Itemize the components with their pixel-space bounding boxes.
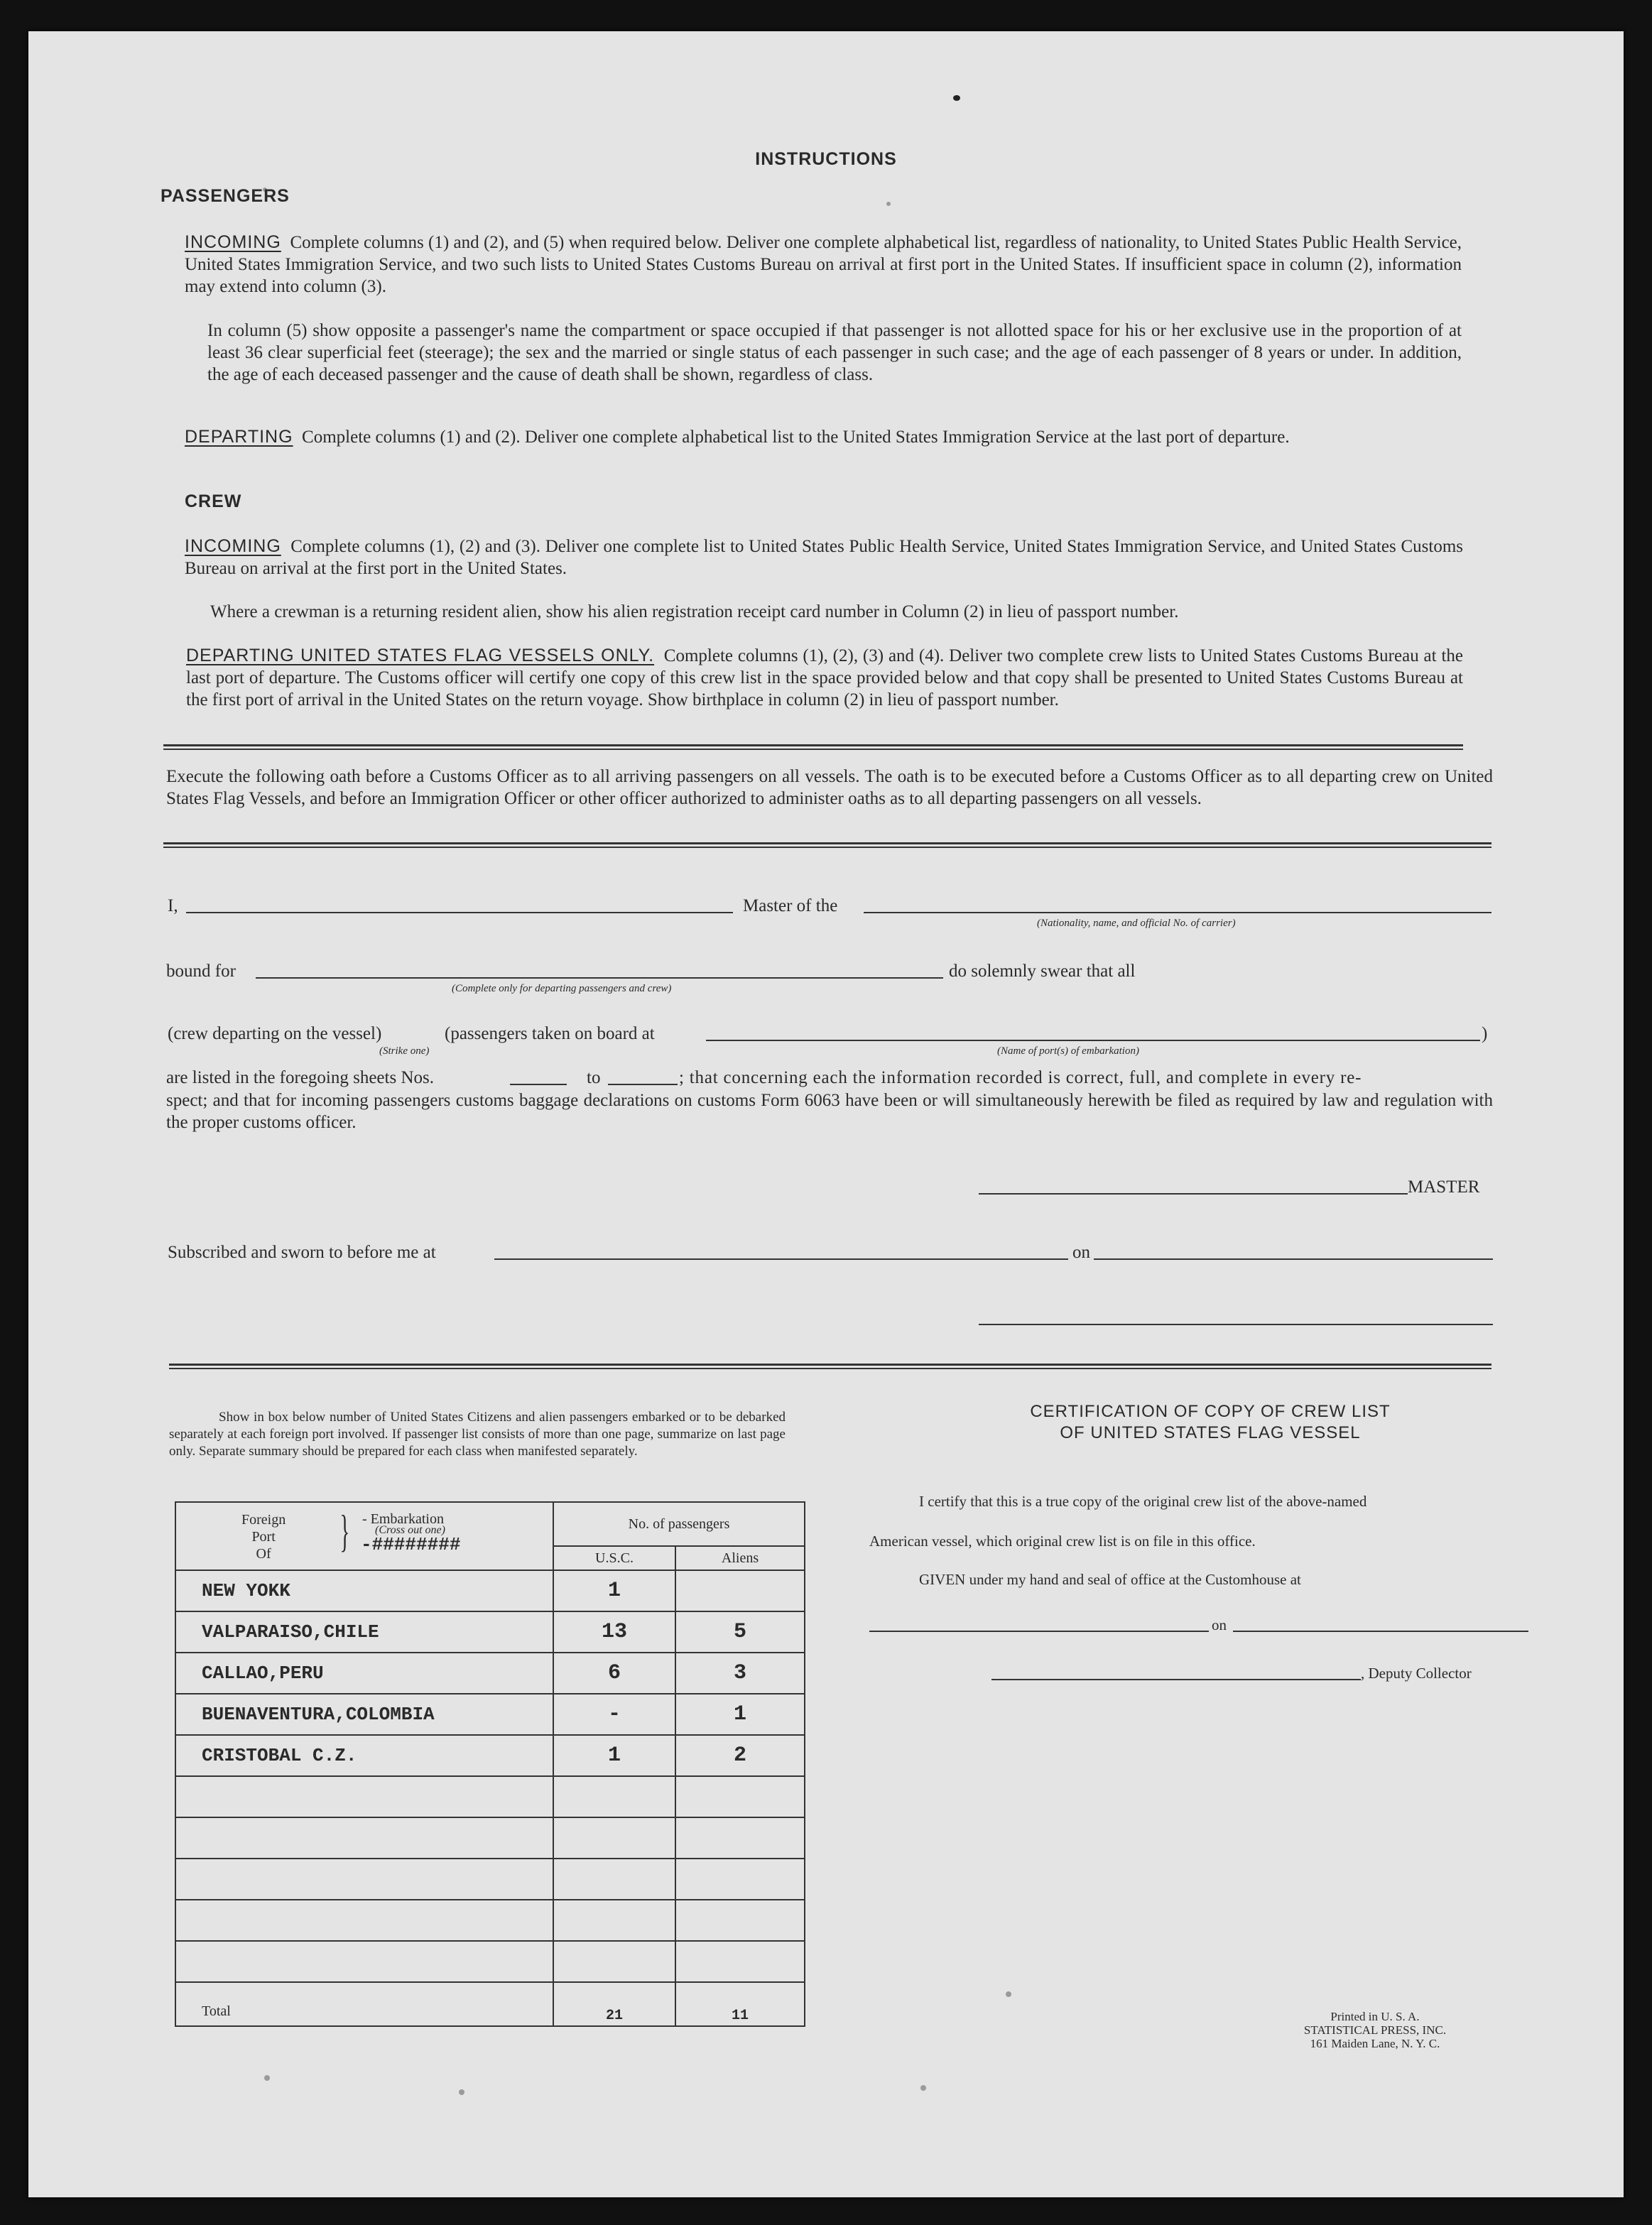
listed-text-continued: ; that concerning each the information recorded is correct, full, and complete in every re- bbox=[679, 1068, 1362, 1087]
aliens-header: Aliens bbox=[675, 1546, 805, 1570]
port-cell: BUENAVENTURA,COLOMBIA bbox=[175, 1694, 553, 1735]
usc-cell: 6 bbox=[553, 1653, 675, 1694]
port-cell: NEW YOKK bbox=[175, 1570, 553, 1611]
usc-cell bbox=[553, 1859, 675, 1900]
table-row bbox=[175, 1611, 805, 1653]
total-usc: 21 bbox=[553, 1982, 675, 2026]
printer-line-1: Printed in U. S. A. bbox=[1330, 2010, 1420, 2023]
usc-cell bbox=[553, 1817, 675, 1859]
table-row bbox=[175, 1817, 805, 1859]
port-header bbox=[175, 1502, 553, 1570]
aliens-cell bbox=[675, 1776, 805, 1817]
aliens-cell bbox=[675, 1570, 805, 1611]
passengers-departing-text: Complete columns (1) and (2). Deliver one complete alphabetical list to the United States Immigration Service at the last port of departure. bbox=[302, 428, 1290, 447]
crew-departing-option: (crew departing on the vessel) bbox=[168, 1024, 382, 1043]
crew-incoming-text: Complete columns (1), (2) and (3). Deliver one complete list to United States Public Health Service, United States Immigration Service, and United States Customs Bureau on arrival at the first port in the United States. bbox=[185, 537, 1463, 578]
master-name-line[interactable] bbox=[186, 912, 733, 913]
usc-cell bbox=[553, 1900, 675, 1941]
sworn-place-line[interactable] bbox=[494, 1258, 1068, 1260]
section-divider bbox=[163, 744, 1463, 750]
cross-out-note: (Cross out one) bbox=[375, 1524, 445, 1536]
port-label: Port bbox=[251, 1529, 276, 1545]
aliens-cell bbox=[675, 1859, 805, 1900]
table-row bbox=[175, 1776, 805, 1817]
sheet-to-line[interactable] bbox=[608, 1084, 678, 1085]
certification-on-label: on bbox=[1212, 1616, 1227, 1633]
section-heading-passengers: PASSENGERS bbox=[161, 186, 290, 206]
passengers-incoming-text: Complete columns (1) and (2), and (5) when required below. Deliver one complete alphabetical list, regardless of nationality, to United States Public Health Service, United States Immigration Service, and two such lists to United States Customs Bureau on arrival at first port in the United States. If insufficient space in column (2), information may extend into column (3). bbox=[185, 233, 1462, 296]
usc-cell: 13 bbox=[553, 1611, 675, 1653]
table-row bbox=[175, 1735, 805, 1776]
oath-execute-instructions: Execute the following oath before a Customs Officer as to all arriving passengers on all vessels. The oath is to be executed before a Customs Officer as to all departing crew on United States Flag Vessels, and before an Immigration Officer or other officer authorized to administer oaths as to all departing passengers on all vessels. bbox=[166, 767, 1493, 808]
sworn-date-line[interactable] bbox=[1094, 1258, 1493, 1260]
bound-for-line[interactable] bbox=[256, 977, 943, 979]
carrier-caption: (Nationality, name, and official No. of carrier) bbox=[1037, 918, 1236, 929]
paper-speck bbox=[920, 2085, 926, 2091]
page-title: INSTRUCTIONS bbox=[755, 149, 897, 169]
oath-i-label: I, bbox=[168, 896, 178, 915]
usc-header: U.S.C. bbox=[553, 1546, 675, 1570]
given-text: GIVEN under my hand and seal of office at the Customhouse at bbox=[919, 1571, 1301, 1588]
table-row bbox=[175, 1570, 805, 1611]
listed-to: to bbox=[587, 1068, 601, 1087]
total-label: Total bbox=[175, 1982, 553, 2026]
certify-text-2: American vessel, which original crew list is on file in this office. bbox=[869, 1533, 1256, 1550]
customhouse-line[interactable] bbox=[869, 1631, 1209, 1632]
passenger-summary-table bbox=[175, 1501, 805, 2027]
sheet-from-line[interactable] bbox=[510, 1084, 567, 1085]
usc-cell: 1 bbox=[553, 1570, 675, 1611]
printer-line-3: 161 Maiden Lane, N. Y. C. bbox=[1310, 2037, 1440, 2050]
passengers-column5-instructions: In column (5) show opposite a passenger's name the compartment or space occupied if that passenger is not allotted space for his or her exclusive use in the proportion of at least 36 clear superficial feet (steerage); the sex and the married or single status of each passenger in such case; and the age of each passenger of 8 years or under. In addition, the age of each deceased passenger and the cause of death shall be shown, regardless of class. bbox=[207, 321, 1462, 384]
foreign-label: Foreign bbox=[241, 1512, 286, 1528]
crew-resident-instructions: Where a crewman is a returning resident alien, show his alien registration receipt card number in Column (2) in lieu of passport number. bbox=[210, 602, 1179, 621]
sworn-on-label: on bbox=[1072, 1243, 1090, 1262]
passengers-incoming-label: INCOMING bbox=[185, 232, 281, 252]
no-of-passengers-header: No. of passengers bbox=[553, 1502, 805, 1546]
crew-incoming-instructions bbox=[185, 535, 1463, 580]
aliens-cell: 1 bbox=[675, 1694, 805, 1735]
officer-signature-line[interactable] bbox=[979, 1324, 1493, 1325]
document-page bbox=[28, 31, 1624, 2197]
close-paren: ) bbox=[1482, 1024, 1488, 1043]
crew-incoming-label: INCOMING bbox=[185, 536, 281, 556]
usc-cell bbox=[553, 1941, 675, 1982]
port-cell: CALLAO,PERU bbox=[175, 1653, 553, 1694]
certification-title: CERTIFICATION OF COPY OF CREW LIST bbox=[1030, 1402, 1391, 1421]
table-row bbox=[175, 1859, 805, 1900]
crew-departing-text: Complete columns (1), (2), (3) and (4). Deliver two complete crew lists to United States Customs Bureau at the last port of departure. The Customs officer will certify one copy of this crew list in the space provided below and that copy shall be presented to United States Customs Bureau at the first port of arrival in the United States on the return voyage. Show birthplace in column (2) in lieu of passport number. bbox=[186, 646, 1463, 709]
bound-for-label: bound for bbox=[166, 962, 236, 981]
section-divider bbox=[169, 1364, 1491, 1369]
paper-speck bbox=[953, 95, 960, 101]
solemnly-swear-text: do solemnly swear that all bbox=[949, 962, 1136, 981]
deputy-signature-line[interactable] bbox=[991, 1679, 1361, 1680]
port-cell: VALPARAISO,CHILE bbox=[175, 1611, 553, 1653]
summary-instructions: Show in box below number of United States Citizens and alien passengers embarked or to be debarked separately at each foreign port involved. If passenger list consists of more than one page, summarize on last page only. Separate summary should be prepared for each class when manifested separately. bbox=[169, 1410, 786, 1459]
section-heading-crew: CREW bbox=[185, 491, 242, 511]
aliens-cell bbox=[675, 1817, 805, 1859]
port-cell: CRISTOBAL C.Z. bbox=[175, 1735, 553, 1776]
port-cell bbox=[175, 1900, 553, 1941]
aliens-cell bbox=[675, 1941, 805, 1982]
embarkation-caption: (Name of port(s) of embarkation) bbox=[997, 1045, 1139, 1057]
printer-line-2: STATISTICAL PRESS, INC. bbox=[1303, 2023, 1447, 2037]
aliens-cell bbox=[675, 1900, 805, 1941]
usc-cell bbox=[553, 1776, 675, 1817]
port-cell bbox=[175, 1776, 553, 1817]
paper-speck bbox=[264, 2075, 270, 2081]
listed-text: are listed in the foregoing sheets Nos. bbox=[166, 1068, 434, 1087]
passengers-departing-label: DEPARTING bbox=[185, 427, 293, 447]
strike-one-caption: (Strike one) bbox=[379, 1045, 430, 1057]
embarkation-port-line[interactable] bbox=[706, 1040, 1480, 1041]
embarkation-label: - Embarkation bbox=[362, 1511, 444, 1527]
port-cell bbox=[175, 1859, 553, 1900]
aliens-cell: 5 bbox=[675, 1611, 805, 1653]
table-row bbox=[175, 1694, 805, 1735]
total-aliens: 11 bbox=[675, 1982, 805, 2026]
paper-speck bbox=[886, 202, 891, 206]
passengers-incoming-instructions bbox=[185, 232, 1462, 298]
aliens-cell: 3 bbox=[675, 1653, 805, 1694]
certification-date-line[interactable] bbox=[1233, 1631, 1528, 1632]
table-row bbox=[175, 1900, 805, 1941]
carrier-line[interactable] bbox=[864, 912, 1491, 913]
port-cell bbox=[175, 1817, 553, 1859]
usc-cell: - bbox=[553, 1694, 675, 1735]
debarkation-crossed-out: -######## bbox=[361, 1534, 461, 1555]
table-row bbox=[175, 1941, 805, 1982]
passengers-taken-option: (passengers taken on board at bbox=[445, 1024, 655, 1043]
master-of-the-label: Master of the bbox=[743, 896, 838, 915]
table-row bbox=[175, 1653, 805, 1694]
listed-text-end: spect; and that for incoming passengers customs baggage declarations on customs Form 6063 have been or will simultaneously herewith be filed as required by law and regulation with the proper customs officer. bbox=[166, 1091, 1493, 1132]
master-label: MASTER bbox=[1408, 1177, 1480, 1197]
passengers-departing-instructions bbox=[185, 426, 1462, 448]
certification-subtitle: OF UNITED STATES FLAG VESSEL bbox=[1060, 1423, 1361, 1442]
deputy-collector-label: , Deputy Collector bbox=[1361, 1665, 1472, 1682]
brace-icon: } bbox=[339, 1506, 350, 1556]
aliens-cell: 2 bbox=[675, 1735, 805, 1776]
crew-departing-label: DEPARTING UNITED STATES FLAG VESSELS ONLY. bbox=[186, 646, 655, 665]
paper-speck bbox=[1006, 1991, 1011, 1997]
crew-departing-instructions bbox=[186, 645, 1463, 711]
bound-for-caption: (Complete only for departing passengers and crew) bbox=[452, 983, 672, 994]
of-label: Of bbox=[256, 1546, 271, 1562]
subscribed-label: Subscribed and sworn to before me at bbox=[168, 1243, 436, 1262]
port-cell bbox=[175, 1941, 553, 1982]
printer-imprint bbox=[1254, 2010, 1496, 2050]
certify-text-1: I certify that this is a true copy of the original crew list of the above-named bbox=[919, 1493, 1367, 1510]
master-signature-line[interactable] bbox=[979, 1193, 1408, 1195]
section-divider bbox=[163, 842, 1491, 848]
usc-cell: 1 bbox=[553, 1735, 675, 1776]
paper-speck bbox=[459, 2089, 464, 2095]
